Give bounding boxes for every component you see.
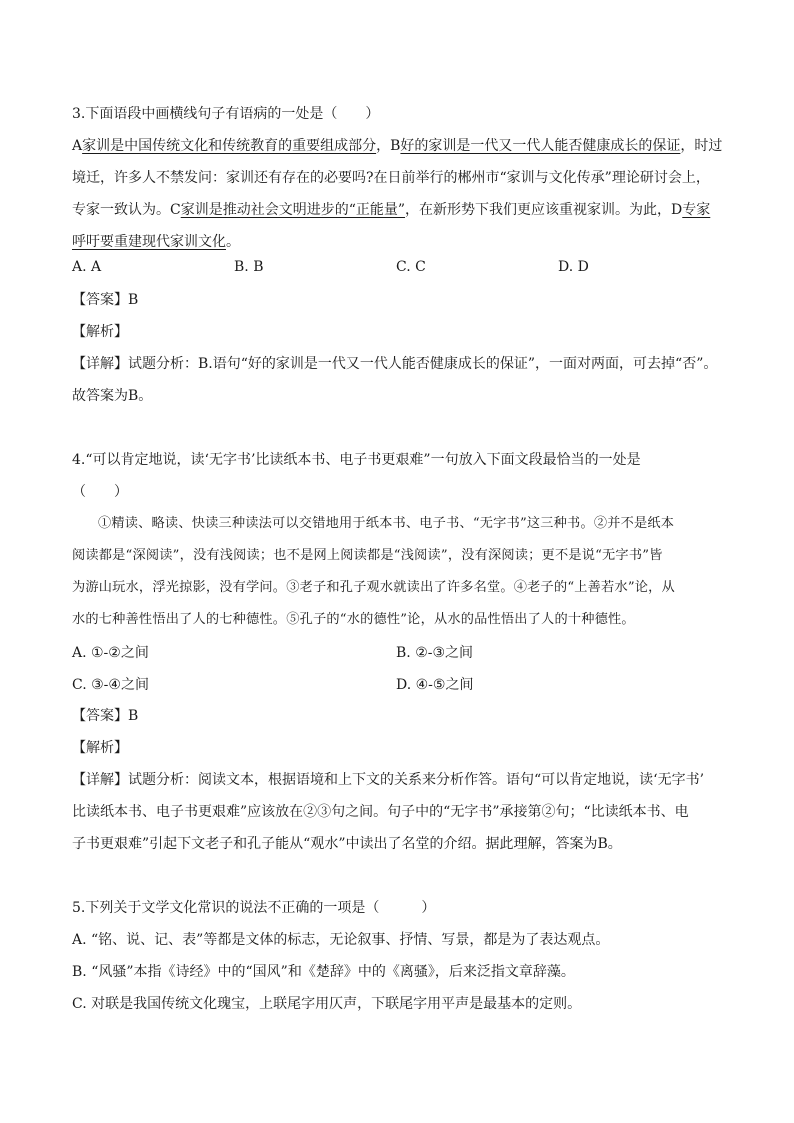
q5-option-a[interactable]: A. “铭、说、记、表”等都是文体的标志，无论叙事、抒情、写景，都是为了表达观点。 (72, 932, 610, 948)
q5-option-c[interactable]: C. 对联是我国传统文化瑰宝，上联尾字用仄声，下联尾字用平声是最基本的定则。 (72, 996, 582, 1012)
q4-option-b[interactable]: B. ②-③之间 (396, 645, 474, 661)
q3-passage-line-1: A家训是中国传统文化和传统教育的重要组成部分，B好的家训是一代又一代人能否健康成长的保证，时过 (72, 138, 723, 154)
q3-passage-line-2: 境迁，许多人不禁发问：家训还有存在的必要吗?在日前举行的郴州市“家训与文化传承”理论研讨会上， (72, 170, 710, 186)
q3-analysis-label: 【解析】 (72, 324, 128, 340)
q3-option-d[interactable]: D. D (558, 259, 589, 275)
q3-option-a[interactable]: A. A (72, 259, 102, 275)
question-4 (72, 444, 732, 508)
q3-stem: 3.下面语段中画横线句子有语病的一处是（ ） (72, 106, 380, 122)
q4-options-row-1 (72, 642, 732, 666)
q4-detail-1: 【详解】试题分析：阅读文本，根据语境和上下文的关系来分析作答。语句“可以肯定地说，读‘无字书’ (72, 772, 705, 788)
q3-underline-b: 好的家训是一代又一代人能否健康成长的保证 (400, 138, 681, 154)
q4-solution (72, 700, 732, 860)
q4-stem-line-1: 4.“可以肯定地说，读‘无字书’比读纸本书、电子书更艰难”一句放入下面文段最恰当的一处是 (72, 452, 641, 468)
q3-detail-2: 故答案为B。 (72, 388, 153, 404)
q3-passage-line-3: 专家一致认为。C家训是推动社会文明进步的“正能量”，在新形势下我们更应该重视家训。为此，D专家 (72, 202, 711, 218)
q4-options-row-2 (72, 674, 732, 698)
q3-passage-line-4: 呼吁要重建现代家训文化。 (72, 234, 240, 250)
question-5 (72, 892, 732, 1020)
q4-detail-2: 比读纸本书、电子书更艰难”应该放在②③句之间。句子中的“无字书”承接第②句；“比读纸本书、电 (72, 804, 689, 820)
q3-solution (72, 284, 732, 412)
q3-underline-c: 家训是推动社会文明进步的“正能量” (180, 202, 406, 218)
q3-answer: 【答案】B (72, 292, 139, 308)
q4-option-a[interactable]: A. ①-②之间 (72, 645, 149, 661)
q4-passage-line-1: ①精读、略读、快读三种读法可以交错地用于纸本书、电子书、“无字书”这三种书。②并不是纸本 (98, 516, 675, 531)
q5-stem: 5.下列关于文学文化常识的说法不正确的一项是（ ） (72, 900, 436, 916)
q4-option-c[interactable]: C. ③-④之间 (72, 677, 149, 693)
q3-detail-1: 【详解】试题分析：B.语句“好的家训是一代又一代人能否健康成长的保证”，一面对两面，可去掉“否”。 (72, 356, 718, 372)
q4-option-d[interactable]: D. ④-⑤之间 (396, 677, 474, 693)
q4-passage-line-3: 为游山玩水，浮光掠影，没有学问。③老子和孔子观水就读出了许多名堂。④老子的“上善若水”论，从 (72, 580, 675, 595)
q4-passage-line-2: 阅读都是“深阅读”，没有浅阅读；也不是网上阅读都是“浅阅读”，没有深阅读；更不是说“无字书”皆 (72, 548, 663, 563)
q5-option-b[interactable]: B. “风骚”本指《诗经》中的“国风”和《楚辞》中的《离骚》，后来泛指文章辞藻。 (72, 964, 575, 980)
q4-passage (72, 508, 728, 636)
question-3 (72, 98, 732, 258)
q3-underline-a: 家训是中国传统文化和传统教育的重要组成部分 (82, 138, 377, 154)
q3-option-c[interactable]: C. C (396, 259, 426, 275)
q3-underline-d-cont: 呼吁要重建现代家训文化 (72, 234, 226, 250)
q4-detail-3: 子书更艰难”引起下文老子和孔子能从“观水”中读出了名堂的介绍。据此理解，答案为B。 (72, 836, 622, 852)
q3-underline-d: 专家 (682, 202, 711, 218)
q4-answer: 【答案】B (72, 708, 139, 724)
q3-option-b[interactable]: B. B (234, 259, 264, 275)
q4-stem-line-2: （ ） (72, 484, 128, 500)
q4-analysis-label: 【解析】 (72, 740, 128, 756)
q3-options (72, 259, 732, 283)
q4-passage-line-4: 水的七种善性悟出了人的七种德性。⑤孔子的“水的德性”论，从水的品性悟出了人的十种德性。 (72, 612, 635, 627)
